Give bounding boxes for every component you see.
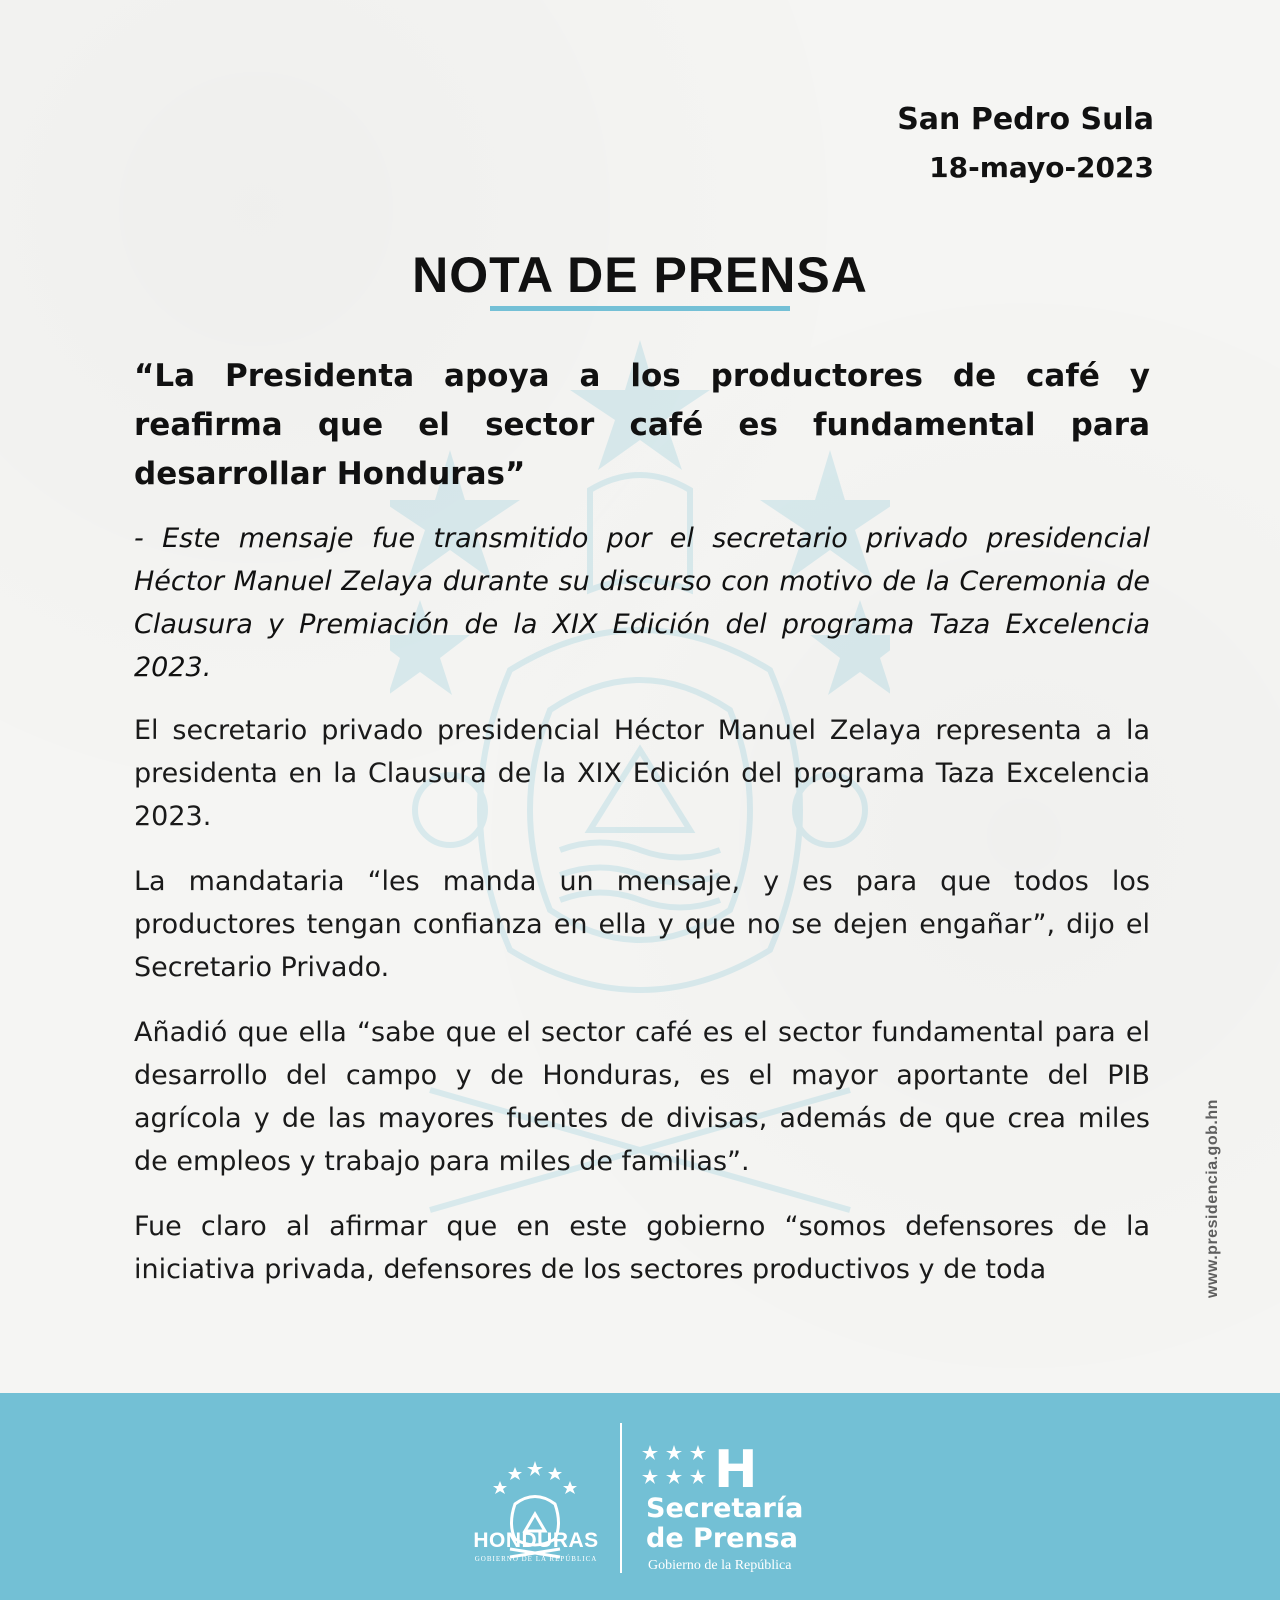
secretaria-prensa-emblem-icon <box>640 1441 780 1491</box>
paragraph: La mandataria “les manda un mensaje, y es para que todos los productores tengan confianza en ella y que no se dejen engañar”, dijo el Secretario Privado. <box>134 866 1150 983</box>
subheadline: - Este mensaje fue transmitido por el secretario privado presidencial Héctor Manuel Zelaya durante su discurso con motivo de la Ceremonia de Clausura y Premiación de la XIX Edición del programa Taza Excelencia 2023. <box>134 523 1150 683</box>
place-date-block <box>897 96 1154 192</box>
honduras-logo-name: HONDURAS <box>473 1529 599 1552</box>
h-letter: H <box>714 1441 758 1491</box>
paragraph: Añadió que ella “sabe que el sector café es el sector fundamental para el desarrollo del campo y de Honduras, es el mayor aportante del PIB agrícola y de las mayores fuentes de divisas, además de que crea miles de empleos y trabajo para miles de familias”. <box>134 1017 1150 1177</box>
honduras-logo-subtitle: GOBIERNO DE LA REPÚBLICA <box>474 1555 598 1563</box>
press-release-body <box>134 352 1150 1313</box>
page-title: NOTA DE PRENSA <box>412 247 868 303</box>
honduras-coat-of-arms-icon <box>470 1429 600 1589</box>
place-text: San Pedro Sula <box>897 102 1154 137</box>
title-underline <box>490 306 790 311</box>
paragraph: El secretario privado presidencial Héctor Manuel Zelaya representa a la presidenta en la Clausura de la XIX Edición del programa Taza Excelencia 2023. <box>134 715 1150 832</box>
secretaria-line2: de Prensa <box>646 1523 798 1554</box>
secretaria-line1: Secretaría <box>646 1493 804 1524</box>
footer-divider <box>620 1423 622 1573</box>
footer-bar <box>0 1393 1280 1600</box>
secretaria-subtitle: Gobierno de la República <box>648 1558 792 1573</box>
side-url: www.presidencia.gob.hn <box>1204 1099 1221 1298</box>
headline: “La Presidenta apoya a los productores de café y reafirma que el sector café es fundamental para desarrollar Honduras” <box>134 358 1150 492</box>
date-text: 18-mayo-2023 <box>929 151 1154 184</box>
paragraph: Fue claro al afirmar que en este gobierno “somos defensores de la iniciativa privada, defensores de los sectores productivos y de toda <box>134 1211 1150 1285</box>
